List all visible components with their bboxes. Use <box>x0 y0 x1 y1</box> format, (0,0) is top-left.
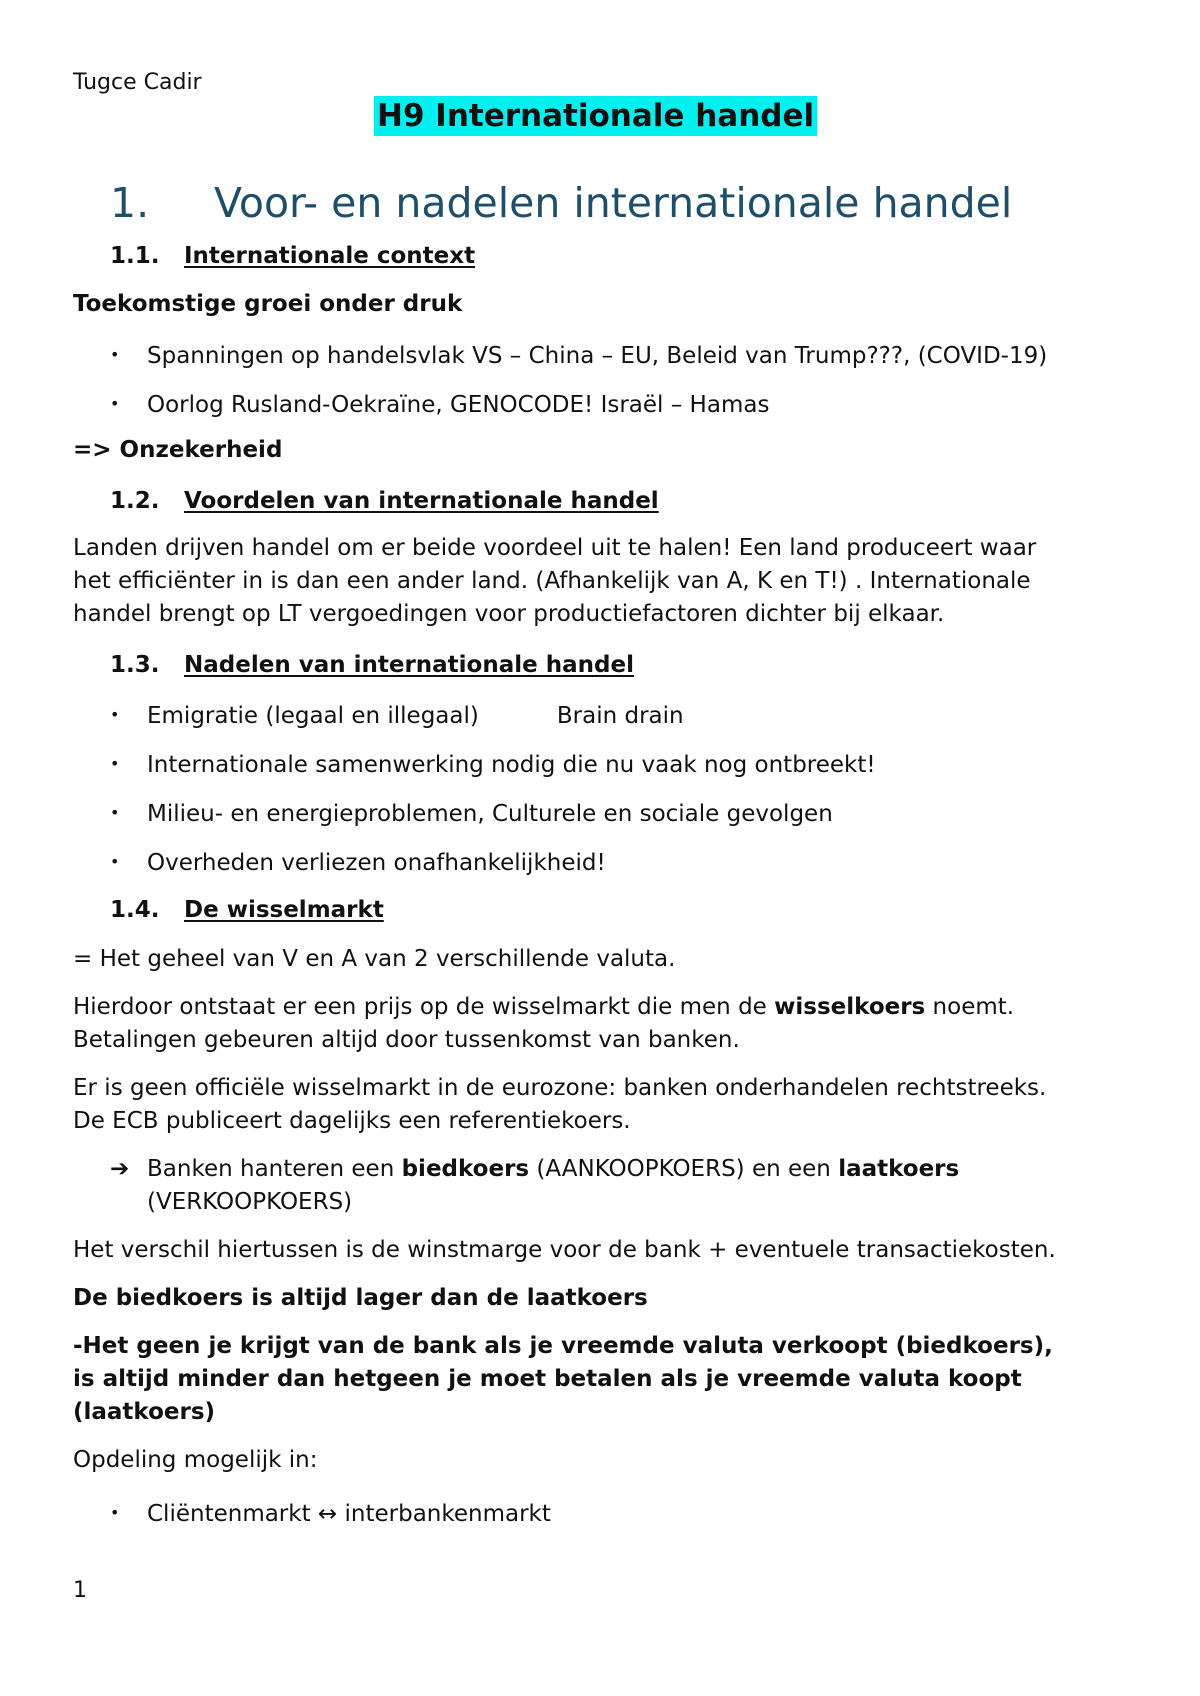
list-item-text: Internationale samenwerking nodig die nu vaak nog ontbreekt! <box>147 752 876 778</box>
list-item-text: Cliëntenmarkt ↔ interbankenmarkt <box>147 1501 551 1527</box>
subsection-title: Voordelen van internationale handel <box>184 488 659 514</box>
text-run: Hierdoor ontstaat er een prijs op de wisselmarkt die men de <box>73 994 775 1020</box>
bullet-icon: • <box>110 1503 120 1522</box>
section-heading-1 <box>110 178 1012 228</box>
subsection-heading-1-3 <box>110 650 634 680</box>
paragraph-line: Landen drijven handel om er beide voordeel uit te halen! Een land produceert waar <box>73 535 1037 561</box>
paragraph-line: De ECB publiceert dagelijks een referentiekoers. <box>73 1108 631 1134</box>
subsection-number: 1.2. <box>110 488 160 514</box>
paragraph-line: Opdeling mogelijk in: <box>73 1447 318 1473</box>
page-number: 1 <box>73 1578 87 1603</box>
subsection-number: 1.1. <box>110 243 160 269</box>
list-item-text: Emigratie (legaal en illegaal) <box>147 703 479 729</box>
list-item-text: Milieu- en energieproblemen, Culturele en sociale gevolgen <box>147 801 833 827</box>
list-item <box>110 389 769 420</box>
paragraph-line: Betalingen gebeuren altijd door tussenkomst van banken. <box>73 1027 740 1053</box>
subsection-title: Internationale context <box>184 243 476 269</box>
bold-term: laatkoers <box>838 1156 960 1182</box>
subsection-title: De wisselmarkt <box>184 897 384 923</box>
document-title: H9 Internationale handel <box>374 96 817 136</box>
list-item-text: Overheden verliezen onafhankelijkheid! <box>147 850 606 876</box>
text-run: Banken hanteren een <box>147 1156 402 1182</box>
bullet-icon: • <box>110 705 120 724</box>
list-item <box>110 1498 551 1529</box>
list-item <box>110 798 833 829</box>
bold-paragraph-line: -Het geen je krijgt van de bank als je vreemde valuta verkoopt (biedkoers), <box>73 1333 1053 1359</box>
paragraph-line: Er is geen officiële wisselmarkt in de eurozone: banken onderhandelen rechtstreeks. <box>73 1075 1047 1101</box>
list-item <box>110 700 684 731</box>
subsection-title: Nadelen van internationale handel <box>184 652 634 678</box>
bullet-icon: • <box>110 394 120 413</box>
text-run: noemt. <box>925 994 1015 1020</box>
bold-term: biedkoers <box>401 1156 530 1182</box>
arrow-list-item <box>110 1153 959 1186</box>
subsection-number: 1.3. <box>110 652 160 678</box>
bullet-icon: • <box>110 345 120 364</box>
paragraph-line <box>73 991 1014 1024</box>
list-item-text: Spanningen op handelsvlak VS – China – EU, Beleid van Trump???, (COVID-19) <box>147 343 1048 369</box>
list-item <box>110 340 1047 371</box>
bold-paragraph-line: (laatkoers) <box>73 1399 216 1425</box>
bold-statement: De biedkoers is altijd lager dan de laatkoers <box>73 1285 648 1311</box>
arrow-right-icon: ➔ <box>110 1156 130 1182</box>
text-run: (AANKOOPKOERS) en een <box>529 1156 839 1182</box>
subsection-heading-1-1 <box>110 241 475 271</box>
bullet-icon: • <box>110 754 120 773</box>
paragraph-line: handel brengt op LT vergoedingen voor productiefactoren dichter bij elkaar. <box>73 601 945 627</box>
definition-text: = Het geheel van V en A van 2 verschillende valuta. <box>73 946 676 972</box>
arrow-list-item-continuation: (VERKOOPKOERS) <box>147 1189 353 1215</box>
author-name: Tugce Cadir <box>73 70 202 95</box>
bold-paragraph-line: is altijd minder dan hetgeen je moet betalen als je vreemde valuta koopt <box>73 1366 1022 1392</box>
paragraph-line: het efficiënter in is dan een ander land. (Afhankelijk van A, K en T!) . Internationale <box>73 568 1031 594</box>
list-item <box>110 847 606 878</box>
bullet-icon: • <box>110 852 120 871</box>
lead-text: Toekomstige groei onder druk <box>73 291 463 317</box>
list-item <box>110 749 876 780</box>
list-item-extra: Brain drain <box>556 703 684 729</box>
subsection-number: 1.4. <box>110 897 160 923</box>
paragraph-line: Het verschil hiertussen is de winstmarge voor de bank + eventuele transactiekosten. <box>73 1237 1056 1263</box>
section-number: 1. <box>110 179 150 227</box>
section-title: Voor- en nadelen internationale handel <box>214 179 1013 227</box>
subsection-heading-1-4 <box>110 895 384 925</box>
list-item-text: Oorlog Rusland-Oekraïne, GENOCODE! Israël – Hamas <box>147 392 770 418</box>
conclusion-text: => Onzekerheid <box>73 437 283 463</box>
bullet-icon: • <box>110 803 120 822</box>
subsection-heading-1-2 <box>110 486 659 516</box>
bold-term: wisselkoers <box>774 994 926 1020</box>
